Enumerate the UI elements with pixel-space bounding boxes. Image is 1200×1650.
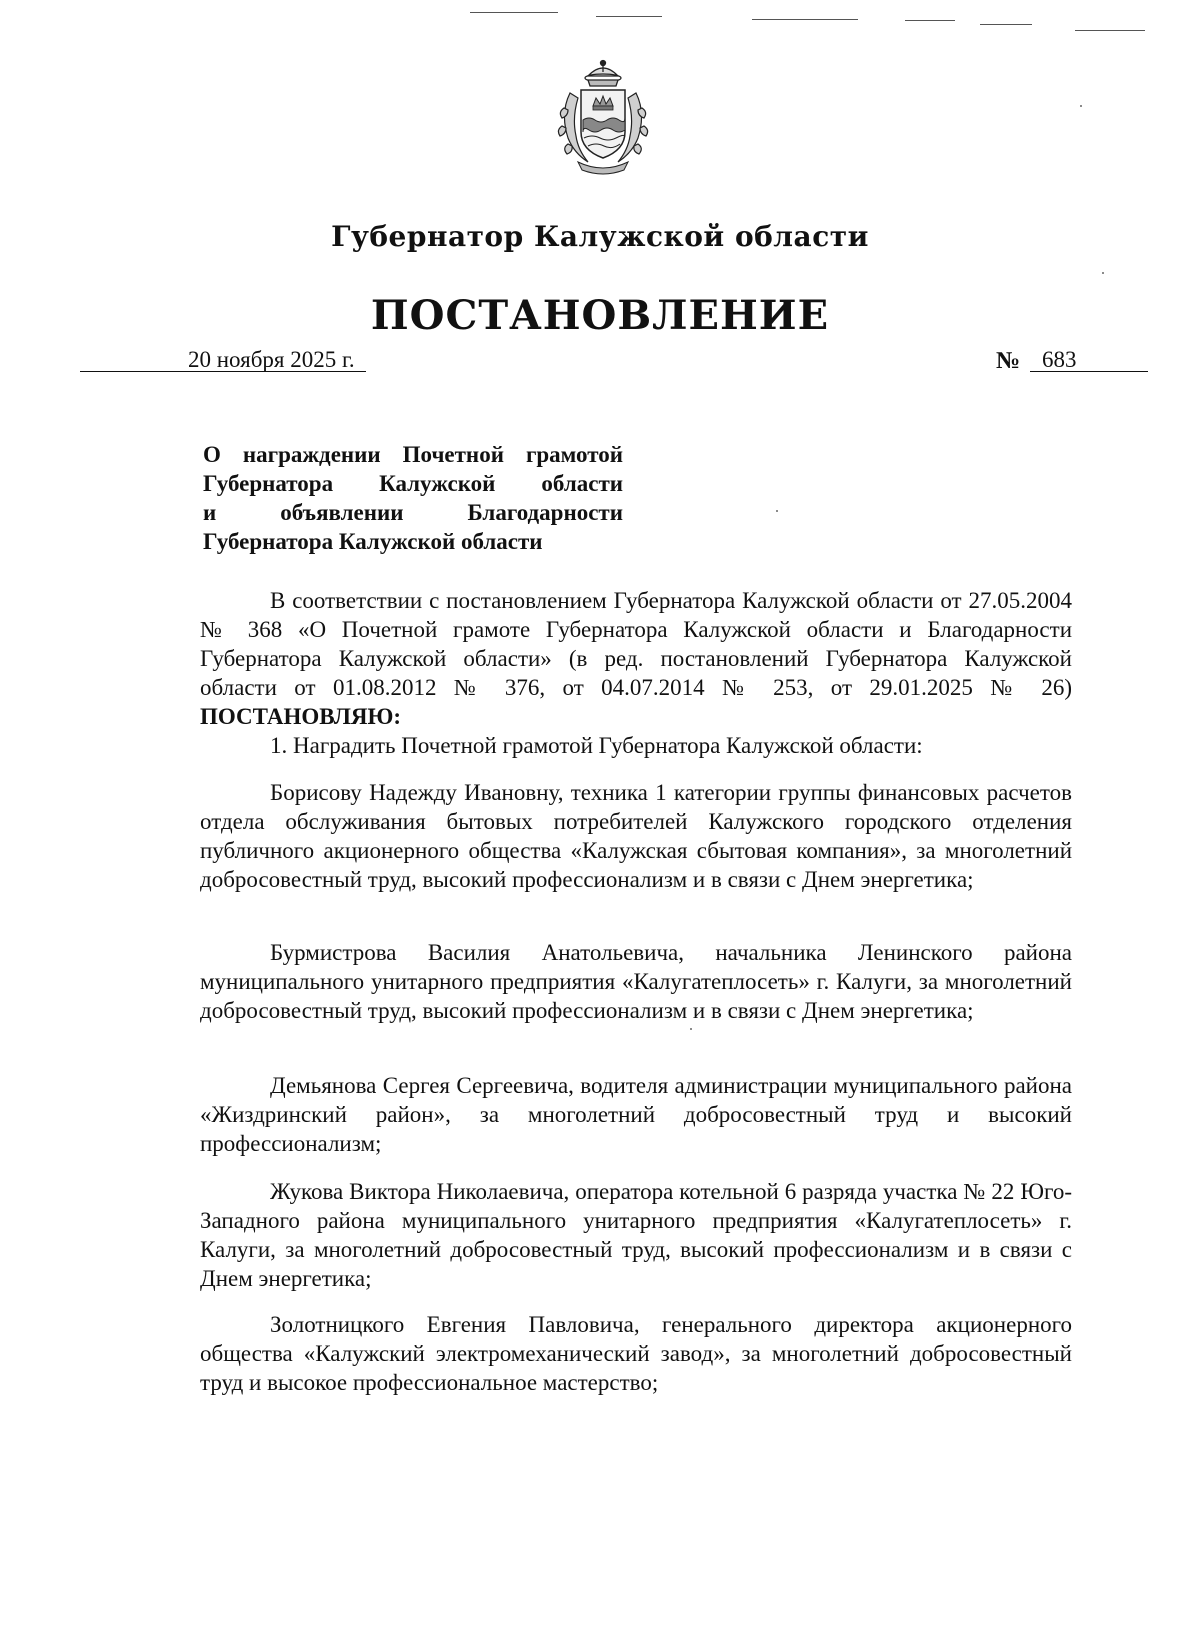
subject-line: Губернатора Калужской области — [203, 471, 623, 496]
kaluga-coat-of-arms-emblem — [548, 58, 658, 176]
item-1-heading: 1. Наградить Почетной грамотой Губернатора Калужской области: — [270, 733, 923, 758]
subject-line: Губернатора Калужской области — [203, 529, 543, 554]
number-label: № — [996, 348, 1021, 374]
awardee-paragraph: Бурмистрова Василия Анатольевича, начальника Ленинского района муниципального унитарного предприятия «Калугатеплосеть» г. Калуги, за многолетний добросовестный труд, высокий профессионализм и в связи с Днем энергетика; — [200, 940, 1072, 1023]
document-type-title: ПОСТАНОВЛЕНИЕ — [370, 292, 830, 339]
number-field — [1030, 349, 1148, 372]
awardee-paragraph: Жукова Виктора Николаевича, оператора котельной 6 разряда участка № 22 Юго-Западного района муниципального унитарного предприятия «Калугатеплосеть» г. Калуги, за многолетний добросовестный труд, высокий профессионализм и в связи с Днем энергетика; — [200, 1179, 1072, 1291]
scan-speck — [776, 510, 778, 512]
scan-speck — [1102, 272, 1104, 274]
scan-speck — [1080, 105, 1082, 107]
document-date: 20 ноября 2025 г. — [188, 347, 355, 372]
decree-word: ПОСТАНОВЛЯЮ: — [200, 704, 402, 729]
document-subject — [203, 440, 623, 556]
scan-artifact-line — [1075, 30, 1145, 31]
date-field — [80, 349, 366, 372]
subject-line: и объявлении Благодарности — [203, 500, 623, 525]
issuing-authority: Губернатор Калужской области — [331, 220, 869, 253]
subject-line: О награждении Почетной грамотой — [203, 442, 623, 467]
scan-artifact-line — [980, 24, 1032, 25]
awardee-paragraph: Борисову Надежду Ивановну, техника 1 категории группы финансовых расчетов отдела обслуживания бытовых потребителей Калужского городского отделения публичного акционерного общества «Калужская сбытовая компания», за многолетний добросовестный труд, высокий профессионализм и в связи с Днем энергетика; — [200, 780, 1072, 892]
awardee-paragraph: Золотницкого Евгения Павловича, генерального директора акционерного общества «Калужский электромеханический завод», за многолетний добросовестный труд и высокое профессиональное мастерство; — [200, 1312, 1072, 1395]
awardee-paragraph: Демьянова Сергея Сергеевича, водителя администрации муниципального района «Жиздринский район», за многолетний добросовестный труд и высокий профессионализм; — [200, 1073, 1072, 1156]
scan-artifact-line — [470, 12, 558, 13]
scan-speck — [690, 1028, 692, 1030]
scan-artifact-line — [596, 16, 662, 17]
scan-artifact-line — [752, 19, 858, 20]
scan-artifact-line — [905, 20, 955, 21]
preamble-paragraph — [200, 586, 1072, 731]
document-number: 683 — [1042, 347, 1077, 372]
preamble-text: В соответствии с постановлением Губернатора Калужской области от 27.05.2004 № 368 «О Почетной грамоте Губернатора Калужской области и Благодарности Губернатора Калужской области» (в ред. постановлений Губернатора Калужской области от 01.08.2012 № 376, от 04.07.2014 № 253, от 29.01.2025 № 26) — [200, 588, 1072, 700]
